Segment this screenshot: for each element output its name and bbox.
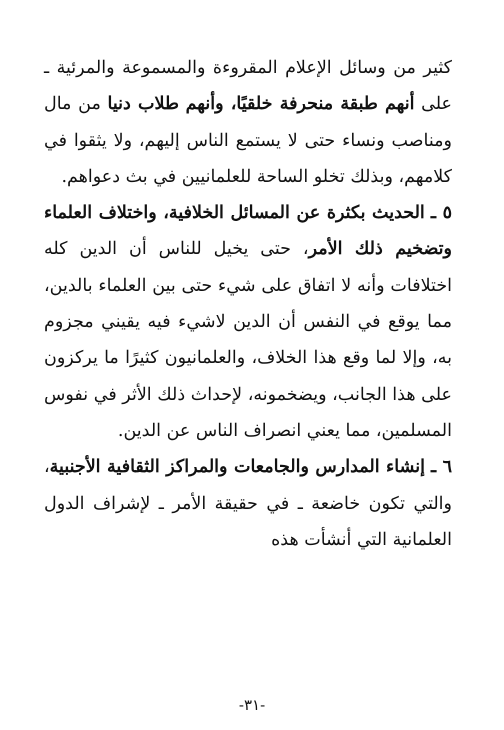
item-5-bold-lead: الحديث بكثرة عن المسائل الخلافية، واختلاف العلماء وتضخيم ذلك الأمر	[44, 203, 452, 260]
intro-line-1: كثير من وسائل الإعلام المقروءة والمسموعة	[122, 58, 452, 78]
intro-line-2: والمرئية ـ على	[44, 58, 452, 115]
item-5-text: ، حتى يخيل للناس أن الدين كله اختلافات وأنه لا اتفاق على شيء حتى بين العلماء بالدين، مما يوقع في النفس أن الدين لاشيء فيه يقيني مجزوم به، وإلا لما وقع هذا الخلاف، والعلمانيون كثيرًا ما يركزون على هذا الجانب، ويضخمونه، لإحداث ذلك الأثر في نفوس المسلمين، مما يعني انصراف الناس عن الدين.	[44, 239, 452, 441]
intro-paragraph	[44, 50, 452, 195]
item-6-number: ٦ ـ	[430, 457, 452, 478]
list-item-5	[44, 195, 452, 449]
page-number: -٣١-	[238, 696, 266, 714]
intro-line-3: من مال ومناصب ونساء حتى لا	[44, 94, 452, 151]
intro-line-5: وبذلك تخلو الساحة للعلمانيين في بث دعواهم.	[61, 166, 393, 187]
item-6-text: ، والتي تكون خاضعة ـ في حقيقة الأمر ـ لإشراف الدول العلمانية التي أنشأت هذه	[44, 457, 452, 550]
intro-line-4: يستمع الناس إليهم، ولا يثقوا في كلامهم،	[44, 130, 452, 187]
item-5-number: ٥ ـ	[430, 203, 452, 224]
body-text	[44, 50, 452, 558]
item-6-bold-lead: إنشاء المدارس والجامعات والمراكز الثقافية الأجنبية	[49, 457, 425, 478]
intro-bold-phrase-2: طلاب دنيا	[107, 94, 179, 115]
list-item-6	[44, 449, 452, 558]
intro-bold-phrase-1: أنهم طبقة منحرفة خلقيًا، وأنهم	[185, 94, 415, 115]
